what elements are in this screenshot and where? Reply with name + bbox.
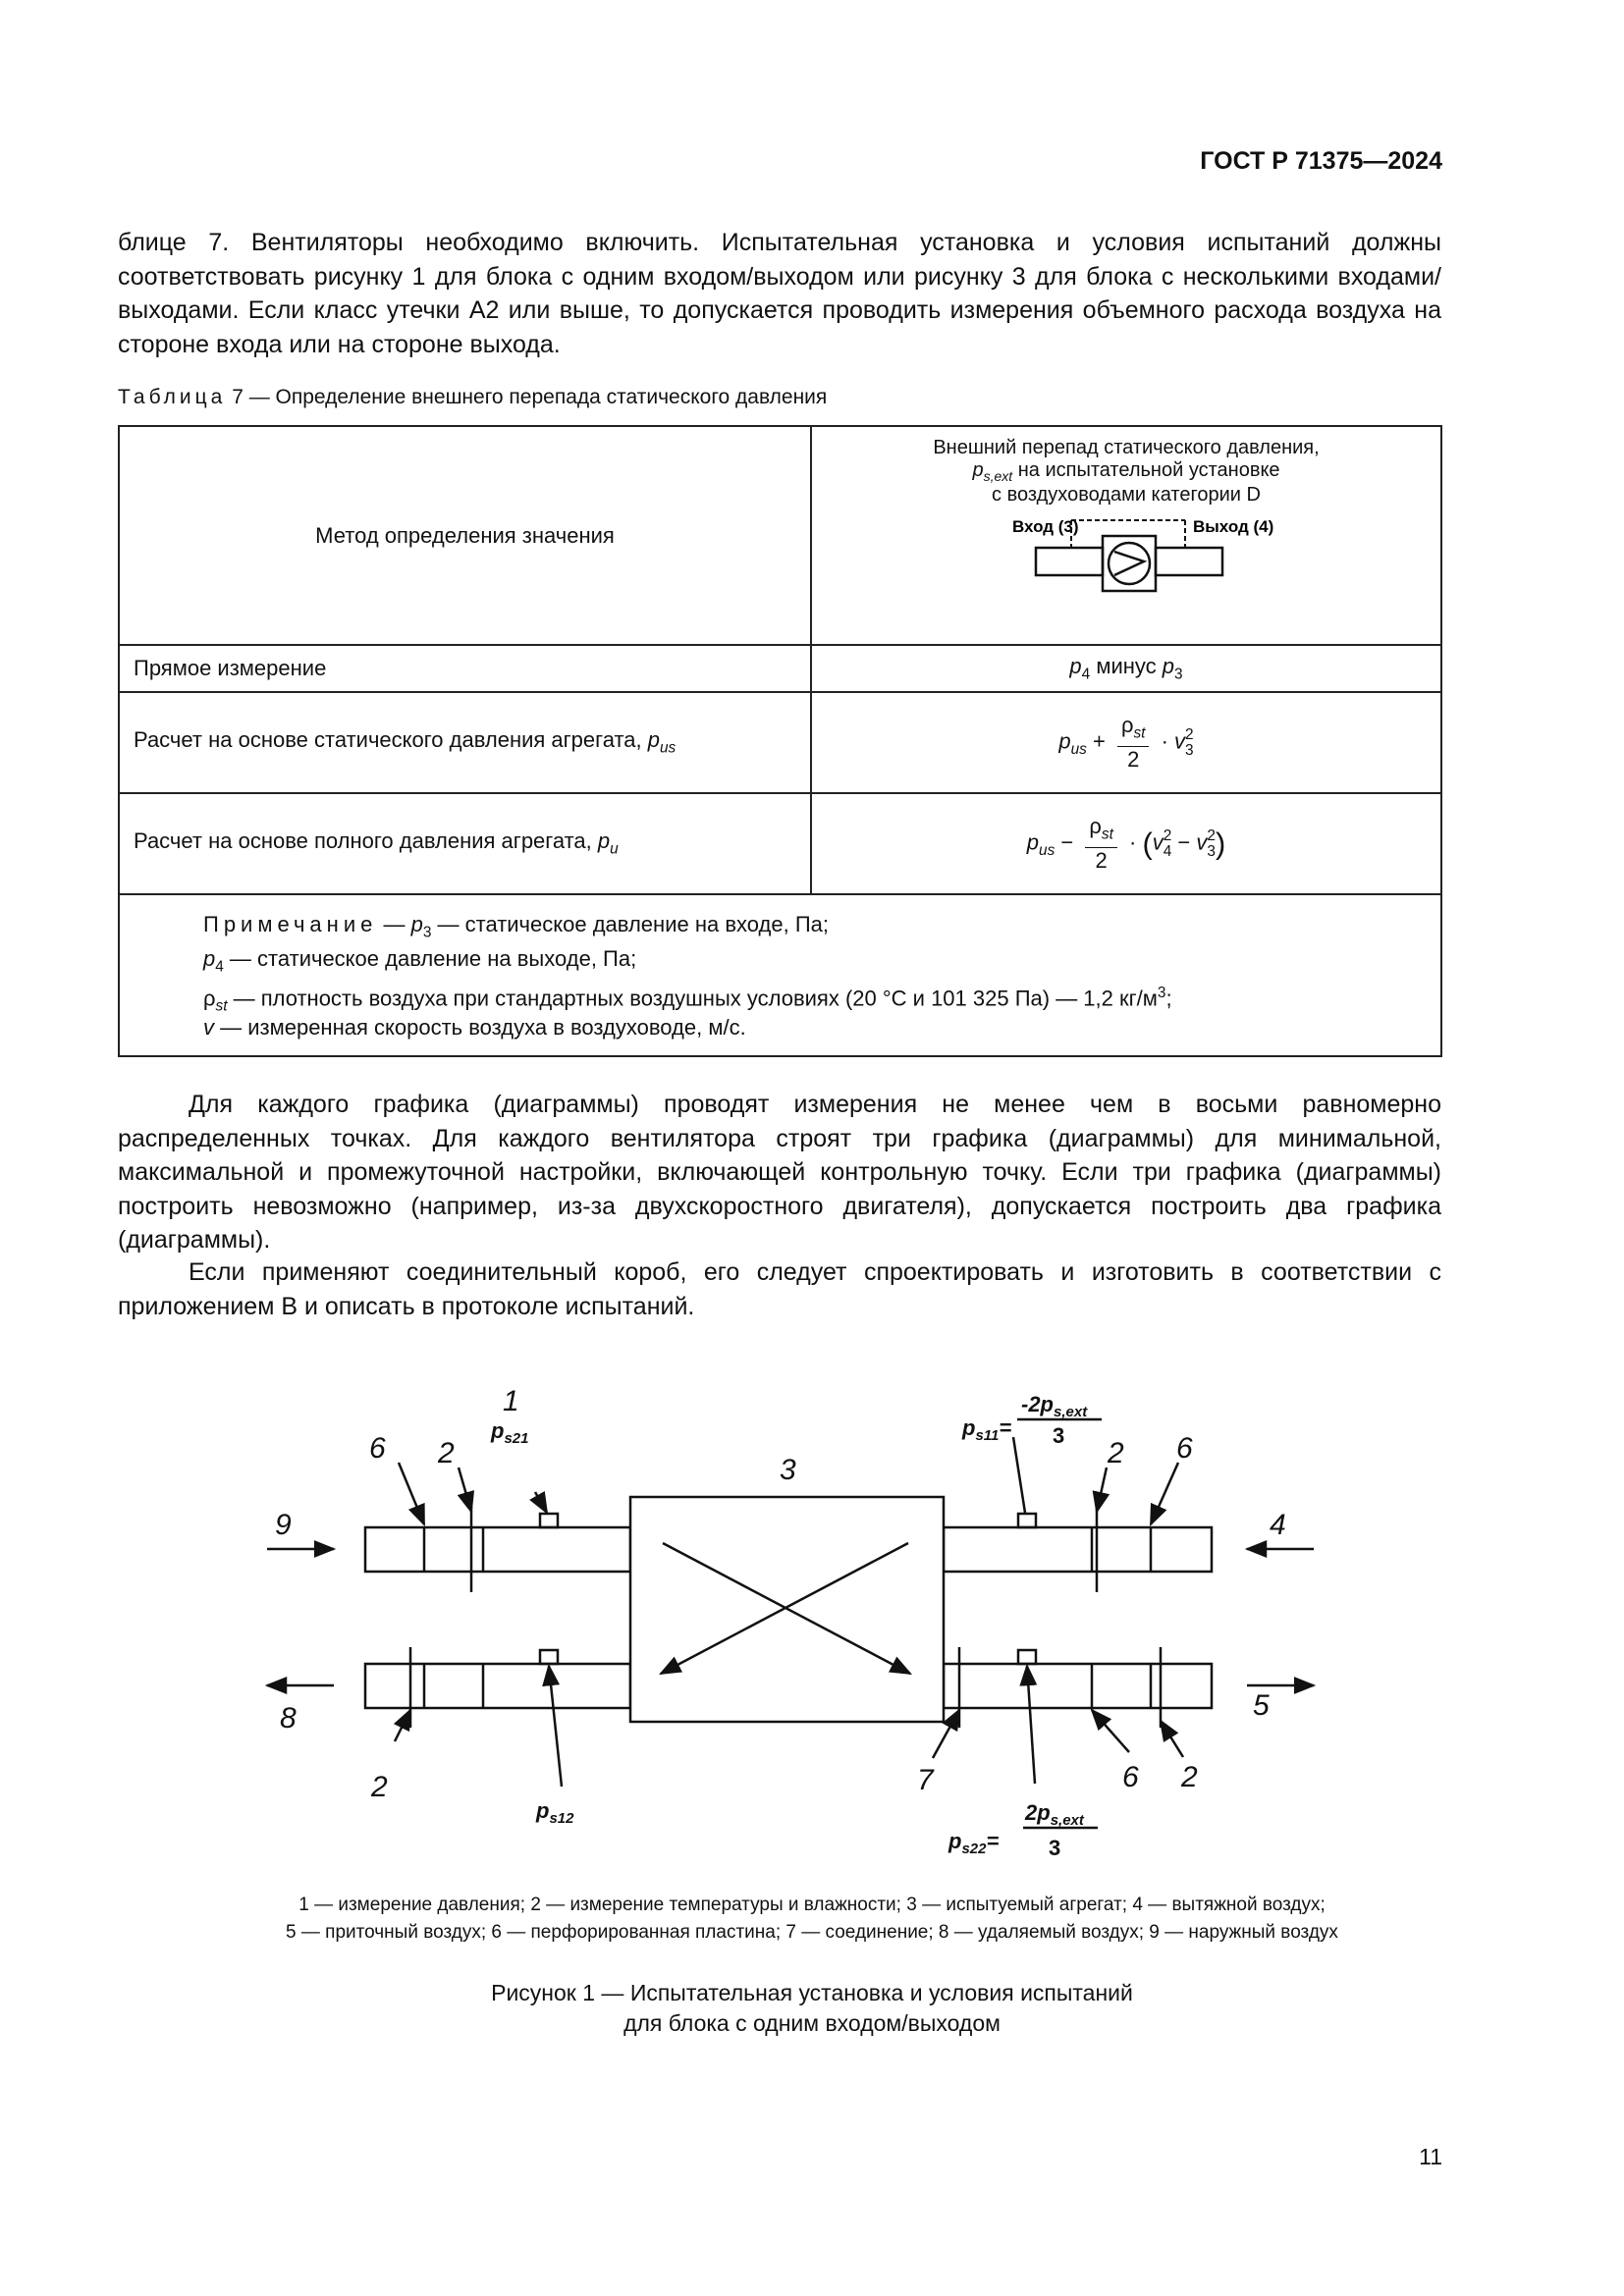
label-7: 7 [917, 1764, 934, 1796]
ps11-denominator: 3 [1053, 1423, 1065, 1448]
label-1: 1 [503, 1385, 519, 1417]
duct-outdoor-air [365, 1527, 630, 1572]
label-8: 8 [280, 1702, 297, 1735]
ps22-numerator: $2p_{s,ext}$ [1025, 1800, 1084, 1829]
ps12-label: $p_{s12}$ [536, 1798, 574, 1827]
note-line-4: v — измеренная скорость воздуха в воздуховоде, м/с. [203, 1014, 746, 1040]
fan-housing [1103, 536, 1156, 591]
table-row-direct [119, 645, 1441, 692]
duct-exhaust-air [365, 1664, 630, 1708]
label-5: 5 [1253, 1689, 1270, 1722]
row-method: Расчет на основе статического давления агрегата, $p_{us}$ [119, 692, 811, 793]
fraction: $\frac{\rho_{st}}{2}$ [1085, 814, 1117, 874]
label-3: 3 [780, 1454, 796, 1486]
figure-caption-line-2: для блока с одним входом/выходом [623, 2010, 1001, 2036]
ps22-denominator: 3 [1049, 1836, 1061, 1860]
table-note [119, 894, 1441, 1056]
row-formula-static: $p_{us}$ + $\frac{\rho_{st}}{2}$ · v 2 3 [811, 692, 1441, 793]
figure-legend-line-1: 1 — измерение давления; 2 — измерение температуры и влажности; 3 — испытуемый агрегат; 4 — вытяжной воздух; [298, 1895, 1326, 1915]
col2-header-line2: $p_{s,ext}$ на испытательной установке [972, 459, 1280, 484]
table-row-total [119, 793, 1441, 894]
col2-header [811, 426, 1441, 645]
table-caption-label: Таблица [118, 386, 227, 408]
ps21-label: $p_{s21}$ [491, 1418, 529, 1447]
row-formula-total: $p_{us}$ − $\frac{\rho_{st}}{2}$ · (v 2 4 − v 2 3 ) [811, 793, 1441, 894]
label-9: 9 [275, 1509, 292, 1541]
col2-header-line3: с воздуховодами категории D [992, 484, 1261, 506]
table-header-row [119, 426, 1441, 645]
fraction: $\frac{\rho_{st}}{2}$ [1117, 713, 1150, 773]
col1-header: Метод определения значения [119, 426, 811, 645]
label-6: 6 [1176, 1432, 1193, 1465]
paragraph-2: Для каждого графика (диаграммы) проводят измерения не менее чем в восьми равномерно распределенных точках. Для каждого вентилятора строят три графика (диаграммы) для минимальной, максимальной и промежуточной настройки, включающей контрольную точку. Если три графика (диаграммы) построить невозможно (например, из-за двухскоростного двигателя), допускается построить два графика (диаграммы). [118, 1091, 1441, 1254]
inlet-duct [1036, 548, 1103, 575]
page-number: 11 [1419, 2144, 1442, 2169]
outlet-duct [1156, 548, 1222, 575]
figure-legend-line-2: 5 — приточный воздух; 6 — перфорированная пластина; 7 — соединение; 8 — удаляемый воздух; 9 — наружный воздух [286, 1922, 1338, 1943]
ps11-label: $p_{s11}=$ [962, 1415, 1012, 1444]
paragraph-1: блице 7. Вентиляторы необходимо включить. Испытательная установка и условия испытаний должны соответствовать рисунку 1 для блока с одним входом/выходом или рисунку 3 для блока с несколькими входами/выходами. Если класс утечки А2 или выше, то допускается проводить измерения объемного расхода воздуха на стороне входа или на стороне выхода. [118, 229, 1441, 358]
label-6: 6 [1122, 1761, 1139, 1793]
duct-fan-schematic [979, 512, 1273, 606]
label-4: 4 [1270, 1509, 1286, 1541]
paragraph-3: Если применяют соединительный короб, его следует спроектировать и изготовить в соответствии с приложением В и описать в протоколе испытаний. [118, 1258, 1441, 1320]
figure-caption-line-1: Рисунок 1 — Испытательная установка и условия испытаний [491, 1980, 1133, 2005]
note-line-2: $p_4$ — статическое давление на выходе, Па; [203, 945, 637, 975]
note-line-1: Примечание — $p_3$ — статическое давление на входе, Па; [203, 911, 829, 940]
outlet-label: Выход (4) [1193, 517, 1273, 536]
label-2: 2 [1108, 1437, 1124, 1469]
ps22-label: $p_{s22}=$ [948, 1829, 1000, 1857]
inlet-label: Вход (3) [1012, 517, 1079, 536]
row-method: Прямое измерение [119, 645, 811, 692]
label-2: 2 [438, 1437, 455, 1469]
table-row-static [119, 692, 1441, 793]
row-method: Расчет на основе полного давления агрегата, $p_u$ [119, 793, 811, 894]
table-7 [118, 425, 1442, 1057]
note-line-3: $\rho_{st}$ — плотность воздуха при стандартных воздушных условиях (20 °С и 101 325 Па) — 1,2 $кг/м^3$; [203, 984, 1172, 1015]
label-6: 6 [369, 1432, 386, 1465]
row-formula-direct: $p_4$ минус $p_3$ [811, 645, 1441, 692]
table-caption-text: 7 — Определение внешнего перепада статического давления [232, 386, 828, 408]
fan-icon [1109, 543, 1150, 584]
label-2: 2 [371, 1771, 388, 1803]
ps11-numerator: $-2p_{s,ext}$ [1021, 1392, 1088, 1420]
figure-1-diagram [236, 1369, 1335, 1860]
col2-header-line1: Внешний перепад статического давления, [933, 437, 1320, 458]
table-caption [118, 386, 827, 409]
label-2: 2 [1181, 1761, 1198, 1793]
document-code: ГОСТ Р 71375—2024 [1200, 147, 1442, 175]
table-note-row [119, 894, 1441, 1056]
duct-extract-air [944, 1527, 1212, 1572]
duct-supply-air [944, 1664, 1212, 1708]
